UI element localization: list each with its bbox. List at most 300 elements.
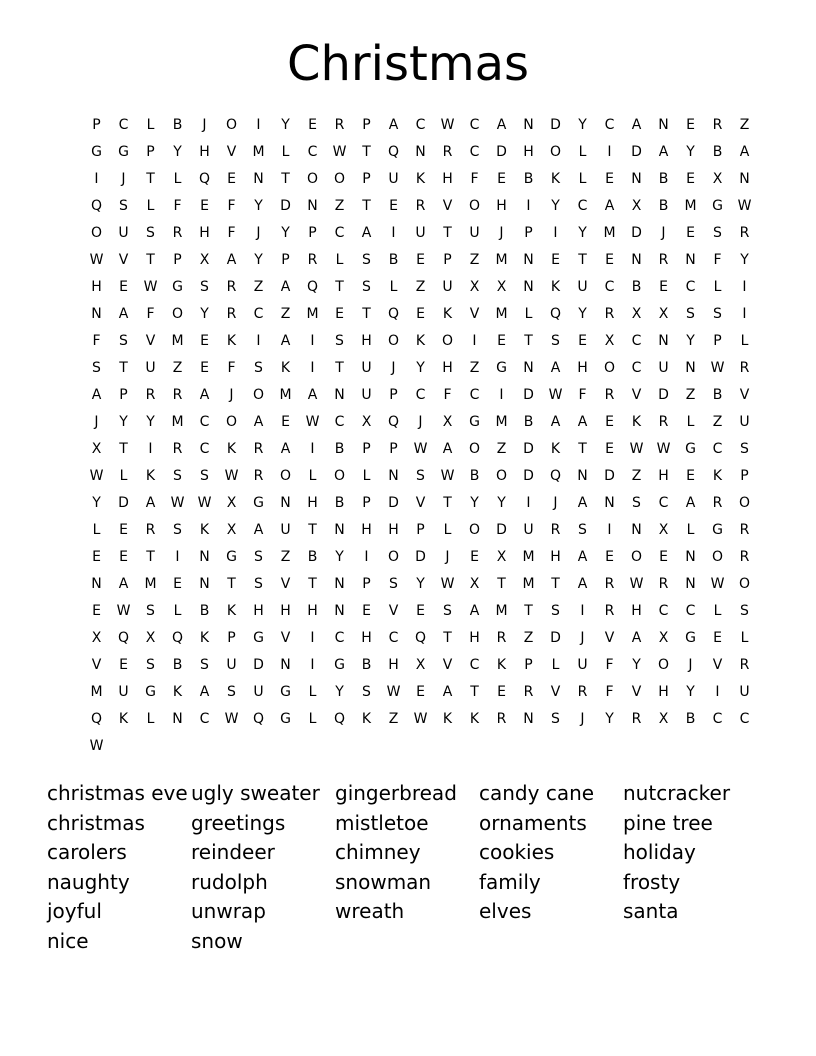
grid-letter: U xyxy=(226,656,237,673)
grid-letter: T xyxy=(227,575,236,592)
grid-letter: J xyxy=(391,359,396,376)
word-list-item: candy cane xyxy=(479,781,595,805)
grid-letter: T xyxy=(578,440,587,457)
grid-letter: Q xyxy=(387,305,400,322)
grid-letter: E xyxy=(119,548,128,565)
grid-letter: E xyxy=(497,683,506,700)
grid-letter: L xyxy=(524,305,533,322)
grid-letter: D xyxy=(550,116,561,133)
grid-letter: H xyxy=(199,143,210,160)
grid-letter: M xyxy=(522,548,535,565)
grid-letter: H xyxy=(91,278,102,295)
grid-letter: X xyxy=(442,413,453,430)
grid-letter: M xyxy=(495,413,508,430)
grid-letter: R xyxy=(739,548,750,565)
word-list xyxy=(47,779,767,957)
grid-letter: K xyxy=(199,521,210,538)
word-list-item: chimney xyxy=(335,840,421,865)
word-list-item: nice xyxy=(47,928,89,953)
grid-letter: L xyxy=(740,629,749,646)
word-list-item: ornaments xyxy=(479,810,587,835)
grid-letter: T xyxy=(470,683,479,700)
grid-letter: P xyxy=(524,656,533,673)
grid-letter: N xyxy=(523,710,534,727)
grid-letter: E xyxy=(416,305,425,322)
grid-letter: D xyxy=(604,467,615,484)
grid-letter: E xyxy=(416,251,425,268)
grid-letter: A xyxy=(388,116,399,133)
grid-letter: O xyxy=(387,548,400,565)
grid-letter: Y xyxy=(254,251,263,268)
grid-letter: K xyxy=(442,710,453,727)
grid-letter: E xyxy=(605,251,614,268)
grid-letter: E xyxy=(497,332,506,349)
grid-letter: E xyxy=(659,548,668,565)
grid-letter: U xyxy=(388,170,399,187)
grid-letter: V xyxy=(604,629,615,646)
grid-letter: E xyxy=(686,224,695,241)
grid-letter: C xyxy=(388,629,399,646)
word-list-item: christmas xyxy=(47,810,145,835)
grid-letter: P xyxy=(362,116,371,133)
grid-letter: V xyxy=(388,602,399,619)
word-list-item: naughty xyxy=(47,869,130,894)
grid-letter: E xyxy=(605,170,614,187)
grid-letter: M xyxy=(144,575,157,592)
grid-letter: F xyxy=(92,332,101,349)
grid-letter: C xyxy=(199,710,210,727)
grid-letter: F xyxy=(227,224,236,241)
grid-letter: J xyxy=(688,656,693,673)
grid-letter: C xyxy=(658,602,669,619)
grid-letter: X xyxy=(91,440,102,457)
grid-letter: I xyxy=(310,359,315,376)
grid-letter: V xyxy=(442,197,453,214)
grid-letter: R xyxy=(172,440,183,457)
grid-letter: A xyxy=(280,278,291,295)
grid-letter: O xyxy=(738,494,751,511)
grid-letter: W xyxy=(224,710,239,727)
grid-letter: V xyxy=(91,656,102,673)
grid-letter: O xyxy=(225,413,238,430)
grid-letter: I xyxy=(580,602,585,619)
grid-letter: S xyxy=(740,440,749,457)
grid-letter: D xyxy=(496,143,507,160)
grid-letter: U xyxy=(469,224,480,241)
grid-letter: T xyxy=(578,251,587,268)
grid-letter: Y xyxy=(281,224,290,241)
grid-letter: E xyxy=(497,170,506,187)
grid-letter: G xyxy=(253,629,264,646)
grid-letter: P xyxy=(362,170,371,187)
word-list-item: holiday xyxy=(623,840,696,865)
grid-letter: E xyxy=(200,197,209,214)
grid-letter: J xyxy=(580,629,585,646)
grid-letter: S xyxy=(227,683,236,700)
grid-letter: X xyxy=(658,710,669,727)
grid-letter: S xyxy=(173,467,182,484)
grid-letter: R xyxy=(712,116,723,133)
grid-letter: G xyxy=(712,197,723,214)
grid-letter: U xyxy=(442,278,453,295)
grid-letter: F xyxy=(470,170,479,187)
grid-letter: N xyxy=(334,602,345,619)
grid-letter: G xyxy=(496,359,507,376)
grid-letter: Y xyxy=(578,116,587,133)
grid-letter: N xyxy=(172,710,183,727)
grid-letter: V xyxy=(739,386,750,403)
grid-letter: R xyxy=(145,386,156,403)
grid-letter: F xyxy=(713,251,722,268)
grid-letter: B xyxy=(631,278,642,295)
grid-letter: D xyxy=(523,440,534,457)
grid-letter: P xyxy=(740,467,749,484)
grid-letter: Z xyxy=(523,629,534,646)
grid-letter: A xyxy=(118,575,129,592)
grid-letter: G xyxy=(226,548,237,565)
grid-letter: H xyxy=(199,224,210,241)
grid-letter: S xyxy=(443,602,452,619)
grid-letter: I xyxy=(364,548,369,565)
grid-letter: X xyxy=(496,278,507,295)
grid-letter: Z xyxy=(172,359,183,376)
word-list-item: nutcracker xyxy=(623,781,731,805)
grid-letter: L xyxy=(146,710,155,727)
grid-letter: P xyxy=(227,629,236,646)
grid-letter: A xyxy=(199,386,210,403)
grid-letter: W xyxy=(440,116,455,133)
grid-letter: L xyxy=(281,143,290,160)
grid-letter: C xyxy=(577,197,588,214)
grid-letter: C xyxy=(604,116,615,133)
grid-letter: D xyxy=(523,467,534,484)
grid-letter: A xyxy=(442,440,453,457)
grid-letter: V xyxy=(280,629,291,646)
grid-letter: C xyxy=(604,278,615,295)
grid-letter: Q xyxy=(549,467,562,484)
word-list-item: wreath xyxy=(335,899,405,924)
grid-letter: Y xyxy=(200,305,209,322)
grid-letter: N xyxy=(253,170,264,187)
grid-letter: Y xyxy=(497,494,506,511)
grid-letter: U xyxy=(118,683,129,700)
word-list-item: elves xyxy=(479,899,532,924)
grid-letter: V xyxy=(469,305,480,322)
grid-letter: A xyxy=(361,224,372,241)
grid-letter: M xyxy=(252,143,265,160)
grid-letter: F xyxy=(146,305,155,322)
grid-letter: H xyxy=(280,602,291,619)
grid-letter: J xyxy=(580,710,585,727)
grid-letter: E xyxy=(200,332,209,349)
grid-letter: L xyxy=(578,143,587,160)
grid-letter: H xyxy=(469,629,480,646)
word-list-item: gingerbread xyxy=(335,781,457,805)
grid-letter: V xyxy=(118,251,129,268)
grid-letter: I xyxy=(94,170,99,187)
grid-letter: U xyxy=(523,521,534,538)
grid-letter: I xyxy=(526,494,531,511)
grid-letter: T xyxy=(524,602,533,619)
grid-letter: I xyxy=(391,224,396,241)
grid-letter: D xyxy=(631,143,642,160)
grid-letter: A xyxy=(469,602,480,619)
grid-letter: R xyxy=(334,116,345,133)
grid-letter: O xyxy=(441,332,454,349)
grid-letter: L xyxy=(308,683,317,700)
grid-letter: L xyxy=(146,197,155,214)
grid-letter: Y xyxy=(335,548,344,565)
grid-letter: K xyxy=(631,413,642,430)
grid-letter: V xyxy=(631,683,642,700)
grid-letter: E xyxy=(119,278,128,295)
grid-letter: E xyxy=(200,359,209,376)
grid-letter: B xyxy=(712,386,723,403)
grid-letter: S xyxy=(92,359,101,376)
grid-letter: Q xyxy=(333,710,346,727)
grid-letter: B xyxy=(361,656,372,673)
grid-letter: P xyxy=(416,521,425,538)
grid-letter: B xyxy=(334,440,345,457)
word-list-item: snow xyxy=(191,928,243,953)
grid-letter: D xyxy=(550,629,561,646)
grid-letter: E xyxy=(173,575,182,592)
grid-letter: Y xyxy=(92,494,101,511)
grid-letter: R xyxy=(658,575,669,592)
grid-letter: C xyxy=(469,656,480,673)
grid-letter: I xyxy=(256,116,261,133)
word-list-item: santa xyxy=(623,899,679,924)
grid-letter: C xyxy=(253,305,264,322)
grid-letter: W xyxy=(413,710,428,727)
grid-letter: N xyxy=(415,143,426,160)
grid-letter: X xyxy=(415,656,426,673)
grid-letter: N xyxy=(388,467,399,484)
grid-letter: X xyxy=(199,251,210,268)
grid-letter: R xyxy=(172,224,183,241)
grid-letter: K xyxy=(280,359,291,376)
grid-letter: G xyxy=(145,683,156,700)
grid-letter: I xyxy=(553,224,558,241)
grid-letter: P xyxy=(119,386,128,403)
grid-letter: Y xyxy=(578,305,587,322)
grid-letter: W xyxy=(386,683,401,700)
word-list-item: pine tree xyxy=(623,810,713,835)
grid-letter: T xyxy=(146,170,155,187)
grid-letter: A xyxy=(577,494,588,511)
grid-letter: S xyxy=(173,521,182,538)
grid-letter: N xyxy=(334,575,345,592)
grid-letter: R xyxy=(307,251,318,268)
grid-letter: R xyxy=(226,305,237,322)
grid-letter: X xyxy=(496,548,507,565)
grid-letter: A xyxy=(631,629,642,646)
grid-letter: U xyxy=(739,683,750,700)
grid-letter: C xyxy=(415,386,426,403)
grid-letter: K xyxy=(550,170,561,187)
grid-letter: C xyxy=(118,116,129,133)
grid-letter: A xyxy=(226,251,237,268)
grid-letter: T xyxy=(119,359,128,376)
grid-letter: F xyxy=(227,197,236,214)
grid-letter: I xyxy=(499,386,504,403)
grid-letter: R xyxy=(226,278,237,295)
grid-letter: P xyxy=(362,575,371,592)
grid-letter: O xyxy=(387,332,400,349)
grid-letter: J xyxy=(202,116,207,133)
grid-letter: D xyxy=(496,521,507,538)
grid-letter: A xyxy=(658,143,669,160)
grid-letter: N xyxy=(631,170,642,187)
grid-letter: X xyxy=(712,170,723,187)
grid-letter: W xyxy=(710,359,725,376)
grid-letter: E xyxy=(389,197,398,214)
grid-letter: N xyxy=(685,575,696,592)
grid-letter: H xyxy=(361,629,372,646)
grid-letter: B xyxy=(523,170,534,187)
word-list-item: unwrap xyxy=(191,899,266,924)
grid-letter: G xyxy=(253,494,264,511)
grid-letter: N xyxy=(631,251,642,268)
grid-letter: T xyxy=(281,170,290,187)
grid-letter: W xyxy=(710,575,725,592)
grid-letter: B xyxy=(199,602,210,619)
grid-letter: I xyxy=(472,332,477,349)
grid-letter: L xyxy=(578,170,587,187)
grid-letter: N xyxy=(658,116,669,133)
grid-letter: N xyxy=(307,197,318,214)
grid-letter: R xyxy=(604,386,615,403)
grid-letter: N xyxy=(604,494,615,511)
grid-letter: I xyxy=(526,197,531,214)
grid-letter: S xyxy=(200,467,209,484)
grid-letter: L xyxy=(389,278,398,295)
grid-letter: T xyxy=(551,575,560,592)
grid-letter: S xyxy=(389,575,398,592)
grid-letter: L xyxy=(443,521,452,538)
grid-letter: N xyxy=(685,548,696,565)
grid-letter: V xyxy=(712,656,723,673)
grid-letter: T xyxy=(308,521,317,538)
grid-letter: P xyxy=(146,143,155,160)
grid-letter: N xyxy=(334,521,345,538)
grid-letter: A xyxy=(577,413,588,430)
grid-letter: Y xyxy=(281,116,290,133)
grid-letter: E xyxy=(416,602,425,619)
grid-letter: O xyxy=(738,575,751,592)
grid-letter: K xyxy=(118,710,129,727)
grid-letter: A xyxy=(145,494,156,511)
grid-letter: P xyxy=(362,440,371,457)
grid-letter: Q xyxy=(387,413,400,430)
grid-letter: R xyxy=(577,683,588,700)
grid-letter: J xyxy=(553,494,558,511)
grid-letter: J xyxy=(229,386,234,403)
grid-letter: T xyxy=(443,224,452,241)
grid-letter: N xyxy=(523,116,534,133)
grid-letter: P xyxy=(389,386,398,403)
grid-letter: R xyxy=(253,467,264,484)
grid-letter: Z xyxy=(280,305,291,322)
grid-letter: Z xyxy=(739,116,750,133)
grid-letter: Z xyxy=(685,386,696,403)
word-list-item: frosty xyxy=(623,869,681,894)
grid-letter: H xyxy=(388,656,399,673)
grid-letter: X xyxy=(226,494,237,511)
grid-letter: A xyxy=(577,548,588,565)
grid-letter: Y xyxy=(632,656,641,673)
grid-letter: L xyxy=(173,170,182,187)
word-list-item: mistletoe xyxy=(335,810,429,835)
grid-letter: W xyxy=(143,278,158,295)
grid-letter: A xyxy=(307,386,318,403)
grid-letter: O xyxy=(171,305,184,322)
grid-letter: V xyxy=(145,332,156,349)
grid-letter: S xyxy=(119,197,128,214)
grid-letter: X xyxy=(469,278,480,295)
grid-letter: O xyxy=(468,197,481,214)
grid-letter: W xyxy=(629,575,644,592)
grid-letter: C xyxy=(469,143,480,160)
grid-letter: O xyxy=(603,359,616,376)
grid-letter: D xyxy=(280,197,291,214)
grid-letter: G xyxy=(280,710,291,727)
grid-letter: C xyxy=(658,494,669,511)
grid-letter: A xyxy=(577,575,588,592)
grid-letter: C xyxy=(712,440,723,457)
grid-letter: Y xyxy=(686,143,695,160)
grid-letter: H xyxy=(361,332,372,349)
grid-letter: Q xyxy=(252,710,265,727)
grid-letter: G xyxy=(280,683,291,700)
grid-letter: W xyxy=(89,737,104,754)
grid-letter: S xyxy=(632,494,641,511)
grid-letter: L xyxy=(551,656,560,673)
grid-letter: R xyxy=(145,521,156,538)
grid-letter: L xyxy=(92,521,101,538)
grid-letter: Q xyxy=(549,305,562,322)
grid-letter: T xyxy=(362,305,371,322)
word-list-item: reindeer xyxy=(191,840,275,865)
grid-letter: S xyxy=(551,602,560,619)
grid-letter: R xyxy=(658,413,669,430)
grid-letter: J xyxy=(94,413,99,430)
grid-letter: Y xyxy=(416,359,425,376)
grid-letter: R xyxy=(739,224,750,241)
grid-letter: R xyxy=(739,521,750,538)
grid-letter: B xyxy=(307,548,318,565)
grid-letter: O xyxy=(279,467,292,484)
grid-letter: E xyxy=(686,467,695,484)
grid-letter: O xyxy=(90,224,103,241)
grid-letter: L xyxy=(335,251,344,268)
grid-letter: A xyxy=(496,116,507,133)
word-list-item: cookies xyxy=(479,840,555,865)
grid-letter: A xyxy=(550,359,561,376)
grid-letter: T xyxy=(146,548,155,565)
grid-letter: N xyxy=(199,575,210,592)
grid-letter: K xyxy=(415,332,426,349)
grid-letter: J xyxy=(661,224,666,241)
word-list-item: snowman xyxy=(335,869,432,894)
grid-letter: G xyxy=(118,143,129,160)
grid-letter: S xyxy=(362,683,371,700)
grid-letter: U xyxy=(118,224,129,241)
grid-letter: I xyxy=(310,332,315,349)
grid-letter: L xyxy=(173,602,182,619)
grid-letter: C xyxy=(685,278,696,295)
grid-letter: Z xyxy=(253,278,264,295)
